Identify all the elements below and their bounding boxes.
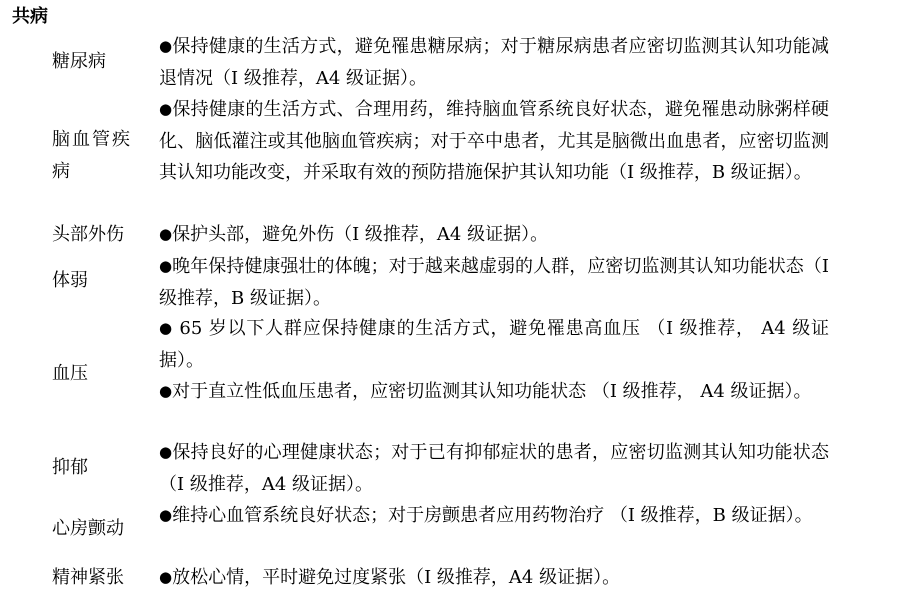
category-label: 精神紧张: [52, 567, 124, 588]
category-label: 脑血管疾病: [52, 129, 132, 182]
recommendation-text: ●保持健康的生活方式、合理用药，维持脑血管系统良好状态，避免罹患动脉粥样硬化、脑低灌注或其他脑血管疾病；对于卒中患者，尤其是脑微出血患者，应密切监测其认知功能改变，并采取有效的预防措施保护其认知功能（I 级推荐，B 级证据）。: [159, 99, 829, 183]
bullet-icon: ●: [159, 100, 173, 118]
bullet-icon: ●: [159, 37, 173, 55]
category-label: 血压: [52, 363, 88, 384]
category-label: 体弱: [52, 270, 88, 291]
recommendation-text: ●保护头部，避免外伤（I 级推荐，A4 级证据）。: [159, 224, 549, 245]
bullet-icon: ●: [159, 443, 173, 461]
category-label: 头部外伤: [52, 224, 124, 245]
recommendation-text: ●维持心血管系统良好状态；对于房颤患者应用药物治疗 （I 级推荐，B 级证据）。: [159, 505, 813, 526]
recommendation-text: ●保持健康的生活方式，避免罹患糖尿病；对于糖尿病患者应密切监测其认知功能减退情况（I 级推荐，A4 级证据）。: [159, 36, 829, 89]
recommendation-text: ●对于直立性低血压患者，应密切监测其认知功能状态 （I 级推荐， A4 级证据）。: [159, 381, 812, 402]
bullet-icon: ●: [159, 225, 173, 243]
bullet-icon: ●: [159, 506, 173, 524]
recommendation-text: ●放松心情，平时避免过度紧张（I 级推荐，A4 级证据）。: [159, 567, 621, 588]
recommendation-text: ●晚年保持健康强壮的体魄；对于越来越虚弱的人群，应密切监测其认知功能状态（I 级推荐，B 级证据）。: [159, 256, 829, 309]
bullet-icon: ●: [159, 319, 173, 337]
recommendation-text: ●保持良好的心理健康状态；对于已有抑郁症状的患者，应密切监测其认知功能状态（I 级推荐，A4 级证据）。: [159, 442, 829, 495]
section-heading: 共病: [12, 6, 48, 27]
category-label: 心房颤动: [52, 518, 124, 539]
bullet-icon: ●: [159, 568, 173, 586]
category-label: 糖尿病: [52, 51, 106, 72]
category-label: 抑郁: [52, 457, 88, 478]
bullet-icon: ●: [159, 257, 173, 275]
bullet-icon: ●: [159, 382, 173, 400]
recommendation-text: ● 65 岁以下人群应保持健康的生活方式，避免罹患高血压 （I 级推荐， A4 级证据）。: [159, 318, 829, 371]
